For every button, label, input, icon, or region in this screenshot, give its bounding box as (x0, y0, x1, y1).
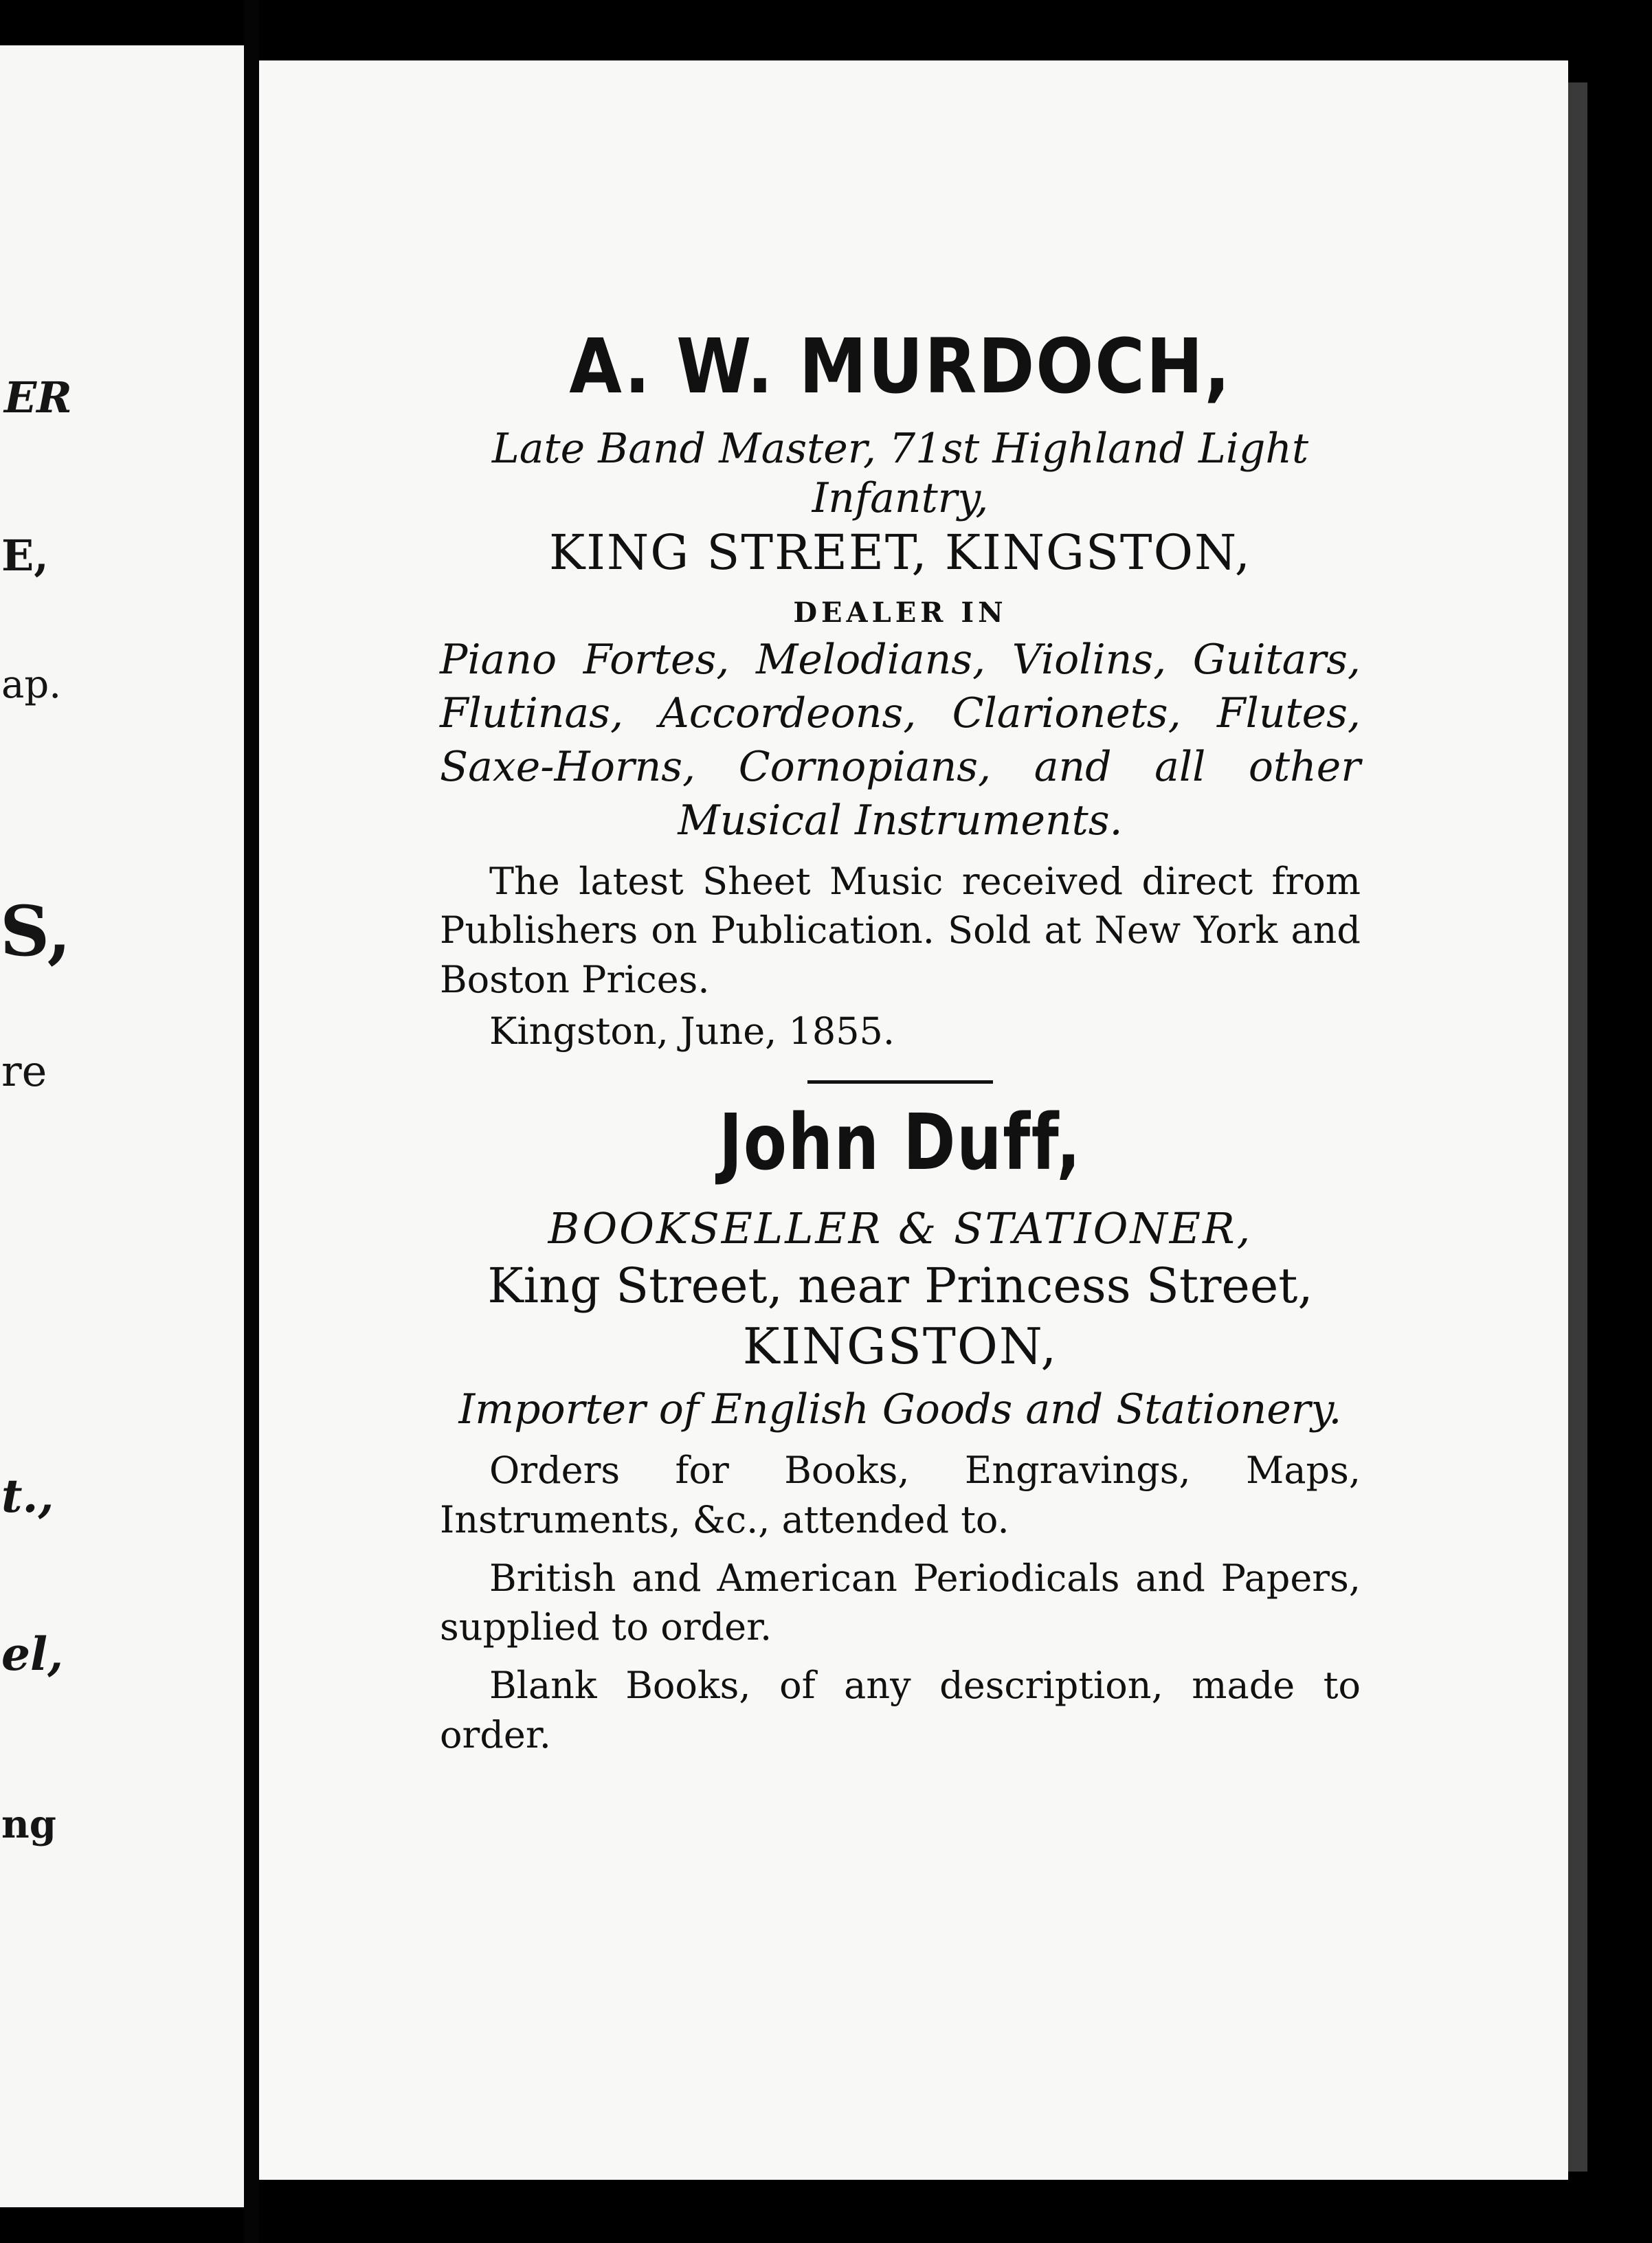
duff-city: KINGSTON, (742, 1317, 1058, 1375)
left-page-fragment: el, (1, 1627, 64, 1681)
book-gutter (244, 0, 259, 2243)
advertisements (440, 323, 1361, 1759)
section-divider (807, 1080, 993, 1084)
duff-street: King Street, near Princess Street, (487, 1258, 1313, 1315)
left-page-fragment: E, (1, 531, 49, 581)
left-page (0, 45, 244, 2207)
duff-trade: BOOKSELLER & STATIONER, (548, 1203, 1253, 1253)
sheet-music-notice: The latest Sheet Music received direct from Publishers on Publication. Sold at New York and Boston Prices. (440, 860, 1361, 1001)
left-page-fragment: S, (0, 891, 71, 972)
duff-advertisement (440, 1099, 1361, 1759)
left-page-fragment: re (1, 1046, 47, 1096)
murdoch-name: A. W. MURDOCH, (569, 322, 1231, 410)
murdoch-advertisement (440, 323, 1361, 1056)
blank-books-notice: Blank Books, of any description, made to order. (440, 1664, 1361, 1756)
left-page-fragment: ng (1, 1802, 56, 1847)
page-edge (1568, 82, 1587, 2172)
duff-name: John Duff, (719, 1098, 1082, 1188)
duff-importer: Importer of English Goods and Stationery. (458, 1385, 1342, 1434)
dealer-heading: DEALER IN (793, 596, 1007, 629)
murdoch-address: KING STREET, KINGSTON, (549, 524, 1251, 581)
periodicals-notice: British and American Periodicals and Papers, supplied to order. (440, 1556, 1361, 1649)
left-page-fragment: ap. (1, 662, 62, 707)
instrument-list: Piano Fortes, Melodians, Violins, Guitars, Flutinas, Accordeons, Clarionets, Flutes, Saxe-Horns, Cornopians, and all other Musical Instruments. (440, 636, 1361, 845)
murdoch-title: Late Band Master, 71st Highland Light Infantry, (491, 424, 1309, 522)
left-page-fragment: ER (4, 372, 72, 423)
left-page-fragment: t., (1, 1469, 54, 1523)
orders-notice: Orders for Books, Engravings, Maps, Instruments, &c., attended to. (440, 1449, 1361, 1541)
murdoch-dateline: Kingston, June, 1855. (489, 1009, 895, 1053)
